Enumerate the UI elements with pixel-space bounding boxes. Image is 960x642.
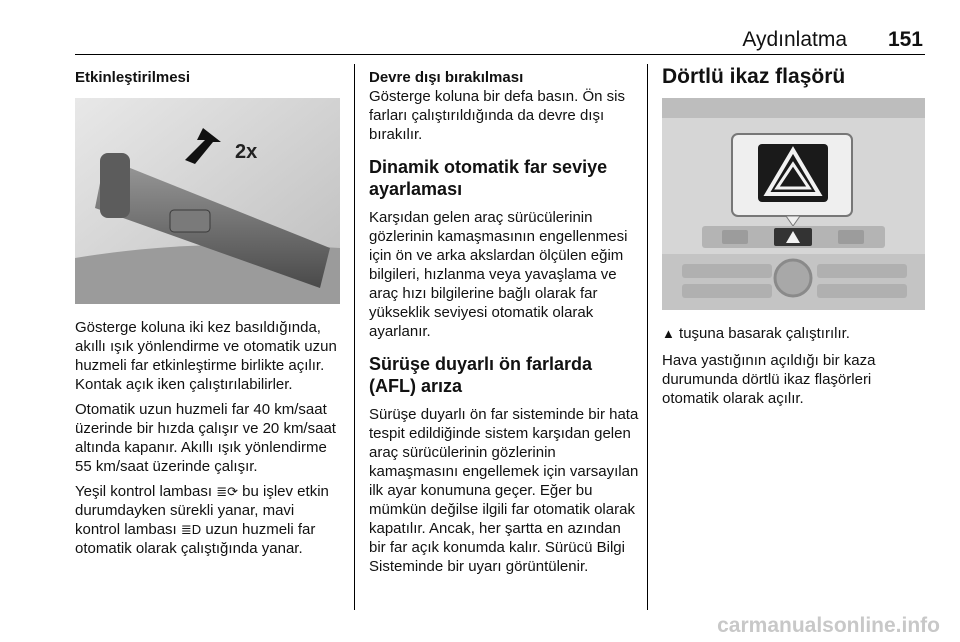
dynamic-leveling-heading: Dinamik otomatik far seviye ayarlaması bbox=[369, 157, 608, 199]
hazard-triangle-icon: ▲ bbox=[662, 326, 675, 341]
paragraph: Gösterge koluna iki kez basıldığında, akıllı ışık yönlendirme ve otomatik uzun huzmeli far etkinleştirme birlikte açılır. Kontak açık iken çalıştırılabilirler. bbox=[75, 319, 337, 393]
column-1-text bbox=[75, 318, 340, 558]
press-count-label: 2x bbox=[235, 141, 258, 163]
column-1 bbox=[75, 64, 340, 87]
activation-heading: Etkinleştirilmesi bbox=[75, 69, 191, 86]
paragraph: Hava yastığının açıldığı bir kaza durumunda dörtlü ikaz flaşörleri otomatik olarak açılır. bbox=[662, 352, 876, 407]
column-3 bbox=[662, 64, 925, 90]
high-beam-icon: ≣D bbox=[180, 522, 202, 537]
column-divider bbox=[647, 64, 648, 610]
paragraph: ▲ tuşuna basarak çalıştırılır. bbox=[662, 325, 850, 342]
dashboard-drawing bbox=[662, 98, 925, 310]
stalk-illustration bbox=[75, 98, 340, 304]
section-title: Aydınlatma bbox=[742, 28, 847, 51]
column-divider bbox=[354, 64, 355, 610]
afl-fault-heading: Sürüşe duyarlı ön farlarda (AFL) arıza bbox=[369, 354, 593, 396]
page-header bbox=[75, 28, 925, 56]
header-rule bbox=[75, 54, 925, 55]
watermark: carmanualsonline.info bbox=[717, 614, 940, 637]
paragraph: Yeşil kontrol lambası ≣⟳ bu işlev etkin durumdayken sürekli yanar, mavi kontrol lambası ≣D uzun huzmeli far otomatik olarak çalıştığında yanar. bbox=[75, 483, 329, 557]
column-3-text bbox=[662, 324, 925, 408]
column-2 bbox=[369, 64, 639, 576]
deactivation-heading: Devre dışı bırakılması bbox=[369, 69, 524, 86]
paragraph: Otomatik uzun huzmeli far 40 km/saat üzerinde bir hızda çalışır ve 20 km/saat altında kapanır. Akıllı ışık yönlendirme 55 km/saat üzerinde çalışır. bbox=[75, 401, 336, 475]
paragraph: Gösterge koluna bir defa basın. Ön sis farları çalıştırıldığında da devre dışı bırakılır. bbox=[369, 88, 625, 143]
paragraph: Karşıdan gelen araç sürücülerinin gözlerinin kamaşmasının engellenmesi için ön ve arka akslardan ölçülen eğim bilgileri, hızlanma veya yavaşlama ve araç hızı bilgilerine bağlı olarak far yükseklik seviyesi otomatik olarak ayarlanır. bbox=[369, 209, 628, 340]
hazard-heading: Dörtlü ikaz flaşörü bbox=[662, 65, 846, 88]
paragraph: Sürüşe duyarlı ön far sisteminde bir hata tespit edildiğinde sistem karşıdan gelen araç sürücülerinin gözlerinin kamaşmasını engellemek için varsayılan ilk ayar konumuna geçer. Eğer bu mümkün değilse ilgili far otomatik olarak kapatılır. Ancak, her şartta en azından bir far açık konumda kalır. Sürücü Bilgi Sisteminde bir uyarı görüntülenir. bbox=[369, 406, 639, 575]
page-number: 151 bbox=[887, 28, 923, 51]
hazard-button-illustration bbox=[662, 98, 925, 310]
stalk-drawing bbox=[75, 98, 340, 304]
auto-light-icon: ≣⟳ bbox=[216, 484, 238, 499]
